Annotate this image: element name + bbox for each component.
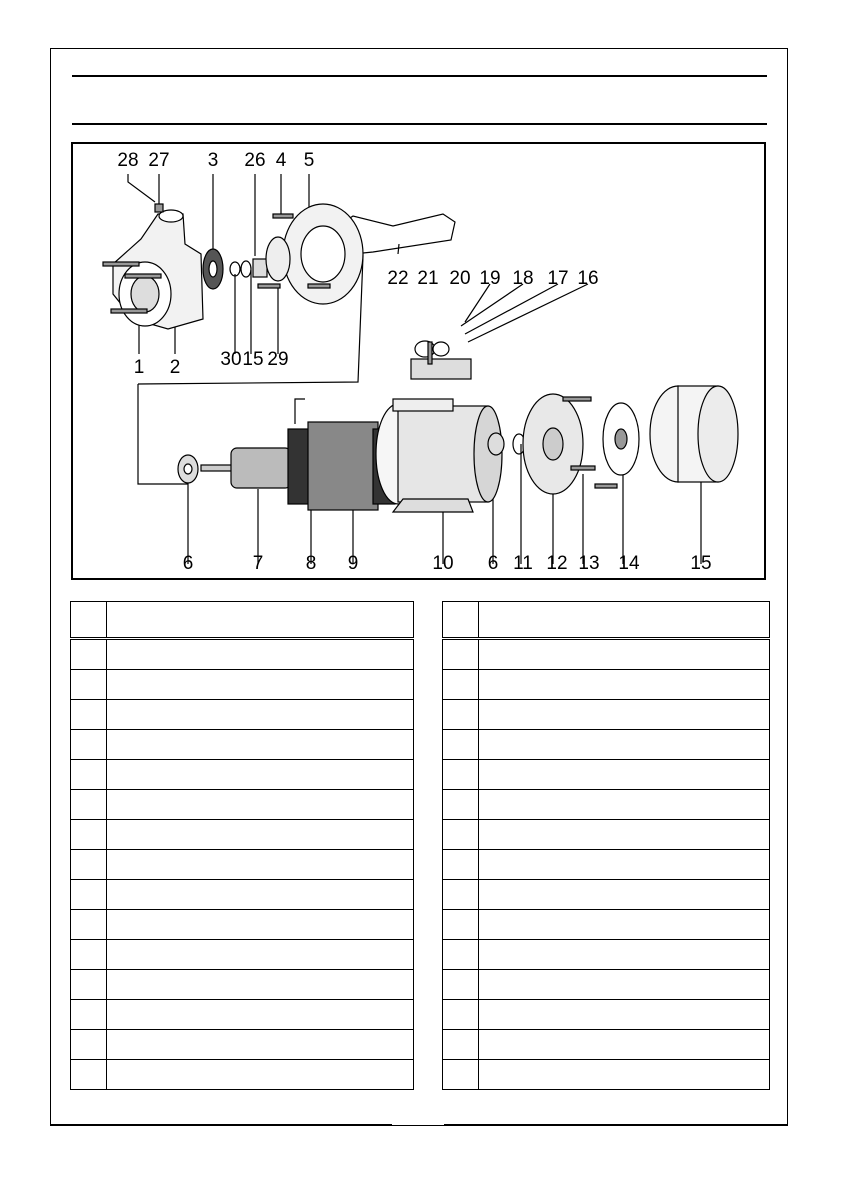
- callout-21: 21: [417, 268, 439, 289]
- callout-13: 13: [578, 553, 600, 574]
- table-row: [71, 790, 414, 820]
- parts-right-header-no: [443, 602, 479, 639]
- table-row: [71, 820, 414, 850]
- table-row: [443, 670, 770, 700]
- callout-8: 8: [305, 553, 317, 574]
- callout-11: 11: [513, 553, 533, 574]
- callout-26: 26: [244, 150, 266, 171]
- table-row: [443, 820, 770, 850]
- part-no-cell: [443, 970, 479, 1000]
- part-no-cell: [71, 880, 107, 910]
- parts-right-header-description: [479, 602, 770, 639]
- table-row: [443, 760, 770, 790]
- table-row: [443, 730, 770, 760]
- header-rule-top: [72, 75, 767, 77]
- callout-6-front: 6: [182, 553, 194, 574]
- callout-12: 12: [546, 553, 568, 574]
- part-description-cell: [107, 820, 414, 850]
- callout-22: 22: [387, 268, 409, 289]
- table-row: [443, 1060, 770, 1090]
- part-description-cell: [479, 910, 770, 940]
- part-no-cell: [443, 639, 479, 670]
- part-no-cell: [443, 760, 479, 790]
- table-row: [443, 910, 770, 940]
- table-row: [71, 970, 414, 1000]
- terminal-box-part: [411, 341, 471, 379]
- part-description-cell: [107, 790, 414, 820]
- part-no-cell: [443, 910, 479, 940]
- motor-housing-part: [376, 399, 502, 512]
- table-row: [71, 700, 414, 730]
- table-row: [443, 790, 770, 820]
- callout-20: 20: [449, 268, 471, 289]
- table-row: [443, 700, 770, 730]
- part-description-cell: [479, 700, 770, 730]
- fan-cover-part: [650, 386, 738, 482]
- fan-part: [603, 403, 639, 475]
- table-row: [443, 1000, 770, 1030]
- part-description-cell: [479, 639, 770, 670]
- callout-30: 30: [220, 349, 242, 370]
- part-description-cell: [479, 670, 770, 700]
- table-row: [71, 940, 414, 970]
- part-no-cell: [443, 1060, 479, 1090]
- part-description-cell: [479, 820, 770, 850]
- parts-left-header-row: [71, 602, 414, 639]
- exploded-diagram: [71, 142, 766, 580]
- parts-left-header-description: [107, 602, 414, 639]
- part-no-cell: [71, 670, 107, 700]
- callout-2: 2: [169, 357, 181, 378]
- part-no-cell: [443, 940, 479, 970]
- parts-table-right: [442, 601, 770, 1090]
- part-no-cell: [71, 910, 107, 940]
- part-description-cell: [107, 940, 414, 970]
- leader-28: [128, 174, 155, 202]
- part-no-cell: [71, 1000, 107, 1030]
- part-description-cell: [107, 760, 414, 790]
- part-description-cell: [479, 850, 770, 880]
- parts-left-header-no: [71, 602, 107, 639]
- part-no-cell: [443, 670, 479, 700]
- bearing-rear: [488, 433, 525, 455]
- part-description-cell: [479, 970, 770, 1000]
- part-no-cell: [443, 790, 479, 820]
- callout-18: 18: [512, 268, 534, 289]
- impeller-part: [203, 249, 223, 289]
- table-row: [71, 760, 414, 790]
- table-row: [71, 639, 414, 670]
- callout-1: 1: [133, 357, 145, 378]
- table-row: [443, 880, 770, 910]
- table-row: [443, 1030, 770, 1060]
- table-row: [71, 670, 414, 700]
- part-no-cell: [71, 760, 107, 790]
- part-description-cell: [479, 760, 770, 790]
- parts-right-header-row: [443, 602, 770, 639]
- part-no-cell: [443, 1000, 479, 1030]
- footer-rule-left: [50, 1124, 392, 1125]
- pump-bracket-part: [258, 204, 363, 304]
- bearing-front: [178, 455, 198, 483]
- leader-21: [398, 244, 399, 254]
- part-description-cell: [107, 970, 414, 1000]
- part-no-cell: [71, 820, 107, 850]
- part-no-cell: [71, 940, 107, 970]
- part-description-cell: [479, 1060, 770, 1090]
- callout-9: 9: [347, 553, 359, 574]
- leader-16: [468, 284, 588, 342]
- callout-15-cover: 15: [690, 553, 712, 574]
- part-description-cell: [107, 1000, 414, 1030]
- table-row: [443, 940, 770, 970]
- callout-4: 4: [275, 150, 287, 171]
- part-description-cell: [479, 880, 770, 910]
- part-no-cell: [71, 1030, 107, 1060]
- callout-7: 7: [252, 553, 264, 574]
- part-no-cell: [71, 700, 107, 730]
- part-description-cell: [107, 880, 414, 910]
- part-no-cell: [443, 850, 479, 880]
- part-no-cell: [71, 850, 107, 880]
- part-description-cell: [107, 639, 414, 670]
- leader-19: [465, 284, 490, 322]
- part-no-cell: [71, 790, 107, 820]
- part-description-cell: [479, 730, 770, 760]
- part-no-cell: [71, 639, 107, 670]
- table-row: [71, 910, 414, 940]
- table-row: [443, 850, 770, 880]
- part-no-cell: [443, 820, 479, 850]
- table-row: [443, 639, 770, 670]
- header-rule-bottom: [72, 123, 767, 125]
- callout-10: 10: [432, 553, 454, 574]
- part-description-cell: [107, 730, 414, 760]
- part-description-cell: [107, 850, 414, 880]
- part-description-cell: [479, 1000, 770, 1030]
- part-description-cell: [479, 1030, 770, 1060]
- callout-5: 5: [303, 150, 315, 171]
- table-row: [71, 1000, 414, 1030]
- callout-3: 3: [207, 150, 219, 171]
- part-no-cell: [443, 880, 479, 910]
- table-row: [71, 730, 414, 760]
- table-row: [71, 1030, 414, 1060]
- callout-6-rear: 6: [487, 553, 499, 574]
- callout-14: 14: [618, 553, 640, 574]
- callout-16: 16: [577, 268, 599, 289]
- part-no-cell: [71, 1060, 107, 1090]
- table-row: [71, 1060, 414, 1090]
- part-no-cell: [71, 730, 107, 760]
- callout-29: 29: [267, 349, 289, 370]
- callout-27: 27: [148, 150, 170, 171]
- part-description-cell: [107, 1030, 414, 1060]
- table-row: [71, 880, 414, 910]
- table-row: [443, 970, 770, 1000]
- part-no-cell: [443, 1030, 479, 1060]
- part-description-cell: [479, 790, 770, 820]
- part-no-cell: [443, 730, 479, 760]
- part-description-cell: [107, 910, 414, 940]
- part-no-cell: [71, 970, 107, 1000]
- part-description-cell: [107, 700, 414, 730]
- rotor-part: [201, 448, 301, 488]
- part-description-cell: [479, 940, 770, 970]
- part-description-cell: [107, 670, 414, 700]
- table-row: [71, 850, 414, 880]
- callout-19: 19: [479, 268, 501, 289]
- callout-28: 28: [117, 150, 139, 171]
- part-description-cell: [107, 1060, 414, 1090]
- callout-17: 17: [547, 268, 569, 289]
- parts-table-left: [70, 601, 414, 1090]
- callout-15-seal: 15: [242, 349, 264, 370]
- footer-rule-right: [444, 1124, 788, 1125]
- part-no-cell: [443, 700, 479, 730]
